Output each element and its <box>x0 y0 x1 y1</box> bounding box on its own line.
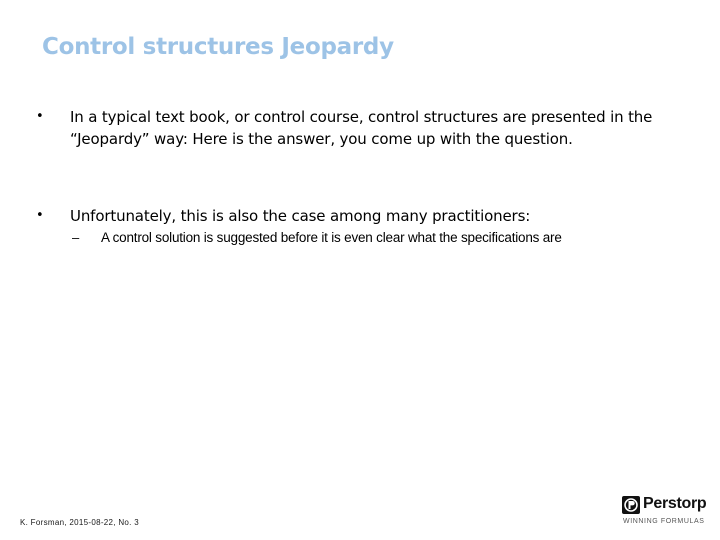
sub-bullet-item <box>72 229 692 247</box>
bullet-item <box>36 205 686 227</box>
bullet-text: In a typical text book, or control course, control structures are presented in the “Jeopardy” way: Here is the answer, you come up with the question. <box>70 108 653 148</box>
bullet-marker: • <box>36 109 44 124</box>
slide-footer: K. Forsman, 2015-08-22, No. 3 <box>20 518 139 527</box>
logo-name: Perstorp <box>643 495 707 512</box>
perstorp-logo <box>620 495 710 531</box>
sub-bullet-marker: – <box>72 230 80 245</box>
bullet-marker: • <box>36 208 44 223</box>
bullet-text: Unfortunately, this is also the case among many practitioners: <box>70 207 531 225</box>
slide-title: Control structures Jeopardy <box>42 34 394 60</box>
bullet-item <box>36 106 686 150</box>
sub-bullet-text: A control solution is suggested before it is even clear what the specifications are <box>101 230 562 245</box>
perstorp-logo-icon <box>622 496 640 514</box>
logo-tagline: WINNING FORMULAS <box>623 518 705 525</box>
